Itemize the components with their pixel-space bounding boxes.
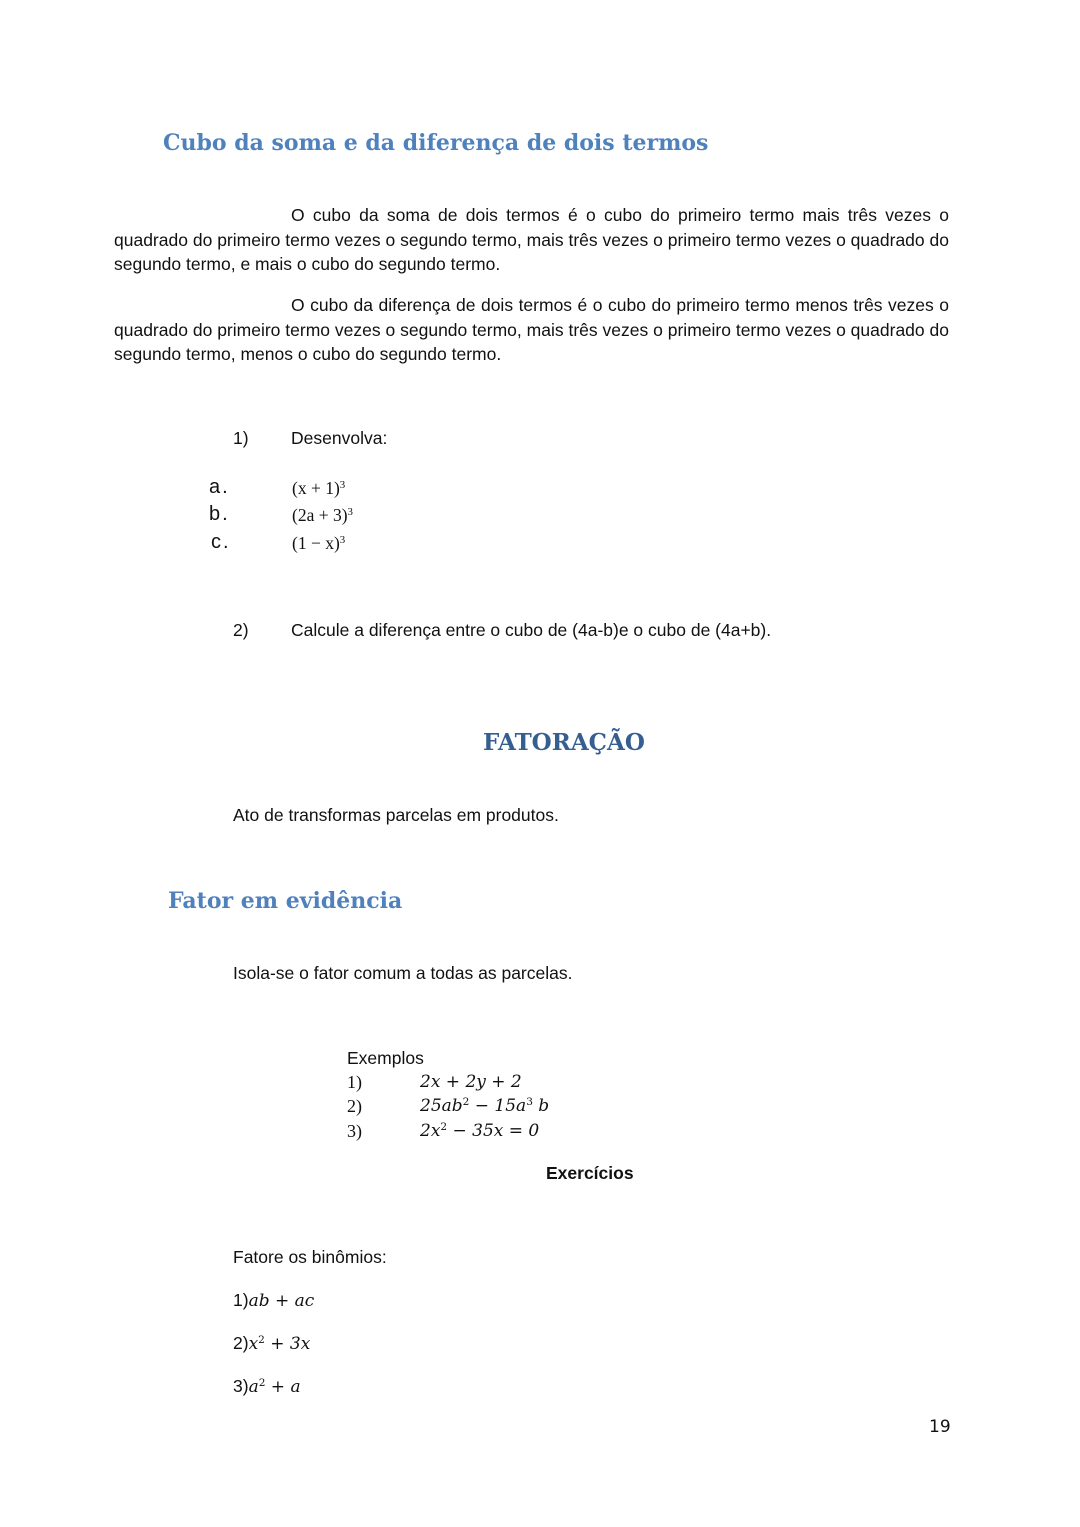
paragraph-cube-difference <box>114 293 949 367</box>
binomial-item <box>233 1376 301 1397</box>
binomial-expression <box>249 1334 311 1354</box>
expression-exponent: 3 <box>339 534 346 547</box>
expression-part: 25ab <box>420 1096 463 1116</box>
binomial-number: 2) <box>233 1333 249 1353</box>
expression-base: (2a + 3) <box>292 505 348 525</box>
exercise-1-item-letter: a. <box>209 476 230 498</box>
section-title-factoring: FATORAÇÃO <box>483 729 645 756</box>
binomial-number: 1) <box>233 1290 249 1310</box>
exercise-1-item-expression <box>292 505 353 526</box>
expression-base: (1 − x) <box>292 533 340 553</box>
example-number: 1) <box>347 1072 362 1092</box>
example-expression <box>420 1121 539 1141</box>
paragraph-cube-sum <box>114 203 949 277</box>
expression-part: b <box>532 1096 550 1116</box>
paragraph-text: O cubo da diferença de dois termos é o cubo do primeiro termo menos três vezes o quadrado do primeiro termo vezes o segundo termo, mais três vezes o primeiro termo vezes o quadrado do segundo termo, menos o cubo do segundo termo. <box>114 295 949 364</box>
expression-exponent: 2 <box>258 1334 265 1347</box>
binomial-item <box>233 1333 310 1354</box>
expression-part: + 3x <box>264 1334 311 1354</box>
expression-exponent: 3 <box>526 1096 533 1109</box>
common-factor-definition: Isola-se o fator comum a todas as parcelas. <box>233 963 573 983</box>
expression-part: a <box>248 1377 259 1397</box>
exercise-1-item-expression <box>292 533 345 554</box>
expression-exponent: 3 <box>339 479 346 492</box>
section-title-common-factor: Fator em evidência <box>168 888 403 914</box>
exercise-1-prompt: Desenvolva: <box>291 428 388 448</box>
expression-part: − 15a <box>469 1096 527 1116</box>
binomial-item <box>233 1290 314 1311</box>
expression-base: (x + 1) <box>292 478 340 498</box>
expression-part: − 35x = 0 <box>447 1121 540 1141</box>
expression-part: 2x <box>420 1121 441 1141</box>
exercise-1-number: 1) <box>233 428 249 448</box>
factoring-definition: Ato de transformas parcelas em produtos. <box>233 805 559 825</box>
exercise-2-prompt: Calcule a diferença entre o cubo de (4a-b)e o cubo de (4a+b). <box>291 620 772 640</box>
expression-exponent: 2 <box>462 1096 470 1109</box>
expression-exponent: 2 <box>258 1377 266 1390</box>
expression-part: x <box>248 1334 259 1354</box>
exercise-1-item-letter: b. <box>209 503 230 525</box>
exercise-1-item-expression <box>292 478 345 499</box>
binomial-expression: ab + ac <box>248 1291 315 1311</box>
binomial-expression <box>249 1377 301 1397</box>
exercises-label: Exercícios <box>546 1163 634 1183</box>
exercise-2-number: 2) <box>233 620 249 640</box>
expression-exponent: 3 <box>347 506 353 519</box>
expression-part: + a <box>265 1377 301 1397</box>
expression-exponent: 2 <box>440 1121 448 1134</box>
page-number: 19 <box>929 1417 951 1437</box>
examples-label: Exemplos <box>347 1048 424 1068</box>
example-expression <box>420 1096 549 1116</box>
paragraph-text: O cubo da soma de dois termos é o cubo do primeiro termo mais três vezes o quadrado do primeiro termo vezes o segundo termo, mais três vezes o primeiro termo vezes o quadrado do segundo termo, e mais o cubo do segundo termo. <box>114 205 949 274</box>
example-number: 2) <box>347 1096 362 1116</box>
binomial-number: 3) <box>233 1376 249 1396</box>
section-title-cube: Cubo da soma e da diferença de dois termos <box>163 130 709 156</box>
example-expression: 2x + 2y + 2 <box>420 1072 522 1092</box>
binomials-prompt: Fatore os binômios: <box>233 1247 387 1267</box>
example-number: 3) <box>347 1121 362 1141</box>
exercise-1-item-letter: c. <box>211 531 231 553</box>
